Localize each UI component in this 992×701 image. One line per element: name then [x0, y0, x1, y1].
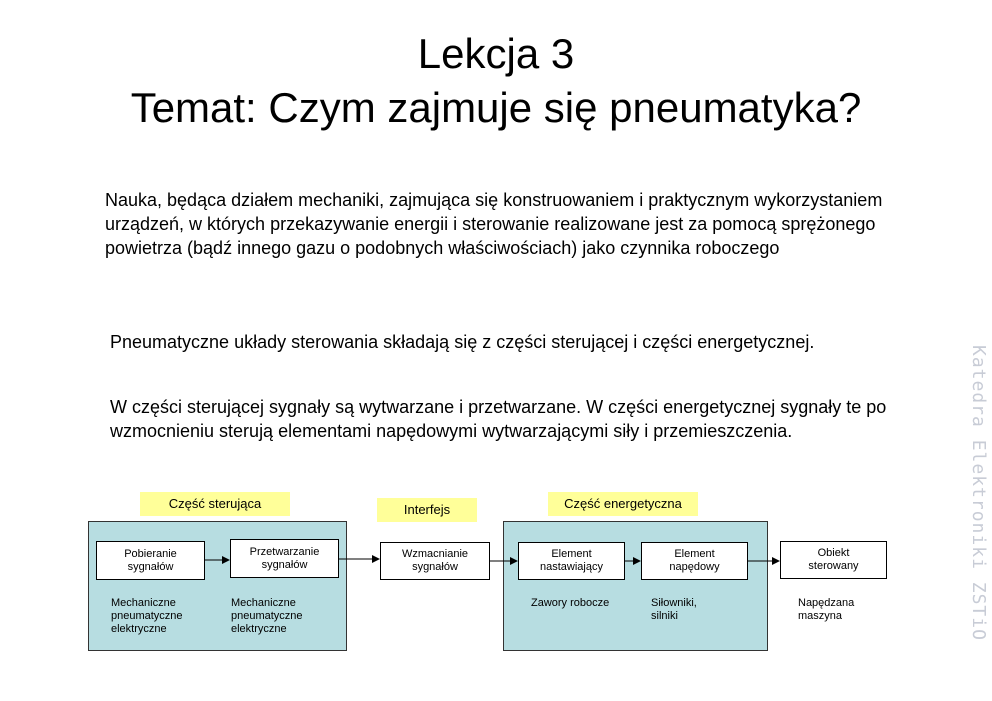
processing-note: Mechaniczne pneumatyczne elektryczne	[231, 597, 303, 635]
controlled-object-box: Obiekt sterowany	[780, 541, 887, 579]
controlled-object-note: Napędzana maszyna	[798, 597, 855, 622]
topic-title: Temat: Czym zajmuje się pneumatyka?	[130, 84, 862, 131]
acquisition-note: Mechaniczne pneumatyczne elektryczne	[111, 597, 183, 635]
definition-paragraph: Nauka, będąca działem mechaniki, zajmująca się konstruowaniem i praktycznym wykorzystaniem urządzeń, w których przekazywanie energii i sterowanie realizowane jest za pomocą sprężonego powietrza (bądź innego gazu o podobnych właściwościach) jako czynnika roboczego	[105, 190, 883, 258]
drive-element-box: Element napędowy	[641, 542, 748, 580]
structure-paragraph: Pneumatyczne układy sterowania składają się z części sterującej i części energetycznej.	[110, 332, 815, 352]
energy-part-label: Część energetyczna	[548, 492, 698, 516]
lesson-title: Lekcja 3	[417, 30, 575, 77]
department-watermark: Katedra Elektroniki ZSTiO	[968, 345, 989, 641]
setting-element-note: Zawory robocze	[531, 597, 610, 609]
signal-acquisition-box: Pobieranie sygnałów	[96, 541, 205, 580]
signal-processing-box: Przetwarzanie sygnałów	[230, 539, 339, 578]
drive-element-note: Siłowniki, silniki	[651, 597, 697, 622]
signal-amplification-box: Wzmacnianie sygnałów	[380, 542, 490, 580]
setting-element-box: Element nastawiający	[518, 542, 625, 580]
signals-paragraph: W części sterującej sygnały są wytwarzane i przetwarzane. W części energetycznej sygnały te po wzmocnieniu sterują elementami napędowymi wytwarzającymi siły i przemieszczenia.	[110, 397, 887, 441]
control-part-label: Część sterująca	[140, 492, 290, 516]
interface-label: Interfejs	[377, 498, 477, 522]
